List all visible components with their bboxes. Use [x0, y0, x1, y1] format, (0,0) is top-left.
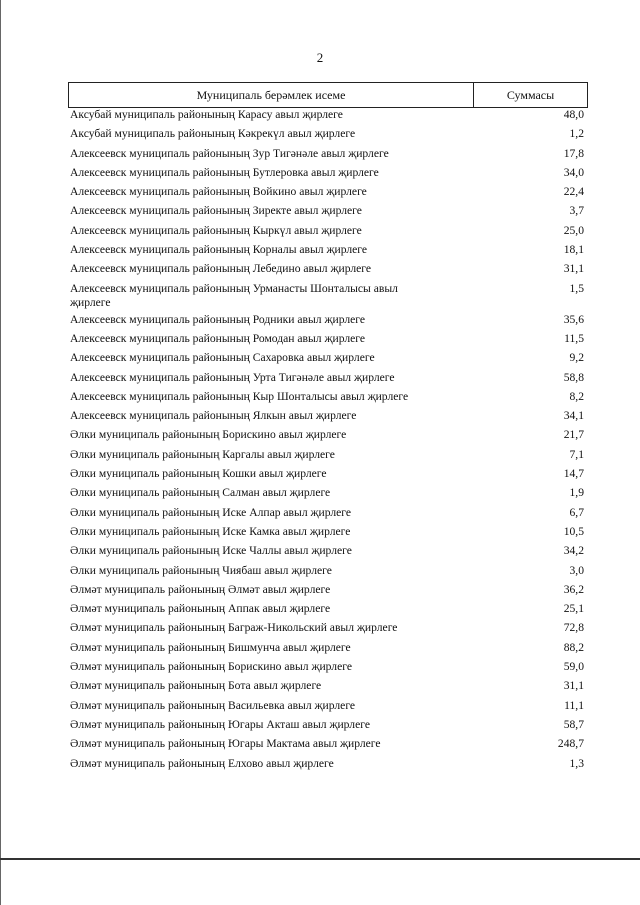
table-row	[70, 621, 586, 640]
table-header	[68, 82, 588, 108]
row-value: 35,6	[563, 312, 584, 326]
row-value: 248,7	[557, 737, 584, 751]
table-row	[70, 282, 586, 313]
row-name: Алексеевск муниципаль районының Ромодан авыл җирлеге	[70, 331, 366, 345]
table-row	[70, 147, 586, 166]
row-name: Алексеевск муниципаль районының Лебедино авыл җирлеге	[70, 262, 372, 276]
row-name: Аксубай муниципаль районының Кәкрекүл авыл җирлеге	[70, 127, 356, 141]
row-value: 8,2	[569, 389, 584, 403]
table-row	[70, 525, 586, 544]
row-name: Әлки муниципаль районының Чиябаш авыл җирлеге	[70, 563, 332, 577]
row-value: 25,1	[563, 602, 584, 616]
table-row	[70, 243, 586, 262]
row-name: Алексеевск муниципаль районының Войкино авыл җирлеге	[70, 185, 367, 199]
table-row	[70, 718, 586, 737]
table-row	[70, 737, 586, 756]
header-name-column: Муниципаль берәмлек исеме	[69, 83, 474, 107]
row-name: Әлки муниципаль районының Иске Камка авыл җирлеге	[70, 524, 351, 538]
table-row	[70, 544, 586, 563]
table-row	[70, 390, 586, 409]
row-name: Алексеевск муниципаль районының Зур Тигәнәле авыл җирлеге	[70, 146, 389, 160]
row-value: 72,8	[563, 621, 584, 635]
row-name: Әлмәт муниципаль районының Аппак авыл җирлеге	[70, 602, 331, 616]
row-name: Әлмәт муниципаль районының Баграж-Никольский авыл җирлеге	[70, 621, 398, 635]
row-value: 6,7	[569, 505, 584, 519]
row-value: 10,5	[563, 524, 584, 538]
table-row	[70, 166, 586, 185]
row-name: Әлки муниципаль районының Иске Чаллы авыл җирлеге	[70, 544, 352, 558]
table-row	[70, 583, 586, 602]
row-name: Алексеевск муниципаль районының Корналы авыл җирлеге	[70, 243, 368, 257]
row-name: Алексеевск муниципаль районының Зиректе авыл җирлеге	[70, 204, 362, 218]
table-row	[70, 757, 586, 776]
table-row	[70, 564, 586, 583]
row-value: 3,7	[569, 204, 584, 218]
row-name: Әлки муниципаль районының Салман авыл җирлеге	[70, 486, 331, 500]
row-name: Алексеевск муниципаль районының Урманасты Шонталысы авыл җирлеге	[70, 281, 398, 309]
row-value: 14,7	[563, 467, 584, 481]
table-row	[70, 127, 586, 146]
page-number: 2	[316, 50, 324, 65]
table-row	[70, 467, 586, 486]
row-name: Әлки муниципаль районының Борискино авыл җирлеге	[70, 428, 347, 442]
row-value: 36,2	[563, 582, 584, 596]
row-value: 21,7	[563, 428, 584, 442]
row-value: 48,0	[563, 108, 584, 121]
table-row	[70, 506, 586, 525]
row-value: 34,0	[563, 165, 584, 179]
row-name: Әлмәт муниципаль районының Борискино авыл җирлеге	[70, 660, 352, 674]
row-name: Әлмәт муниципаль районының Елхово авыл җирлеге	[70, 756, 334, 770]
row-value: 1,2	[569, 127, 584, 141]
row-value: 17,8	[563, 146, 584, 160]
row-value: 1,3	[569, 756, 584, 770]
row-name: Алексеевск муниципаль районының Родники авыл җирлеге	[70, 312, 366, 326]
row-name: Әлмәт муниципаль районының Әлмәт авыл җирлеге	[70, 582, 331, 596]
header-sum-column: Суммасы	[506, 87, 555, 102]
row-value: 7,1	[569, 447, 584, 461]
table-row	[70, 409, 586, 428]
row-name: Алексеевск муниципаль районының Кыр Шонталысы авыл җирлеге	[70, 389, 409, 403]
row-name: Әлмәт муниципаль районының Бота авыл җирлеге	[70, 679, 322, 693]
table-row	[70, 448, 586, 467]
table-row	[70, 602, 586, 621]
table-row	[70, 428, 586, 447]
row-value: 34,1	[563, 409, 584, 423]
scan-edge-bottom	[0, 858, 640, 860]
row-name: Аксубай муниципаль районының Карасу авыл җирлеге	[70, 108, 343, 121]
row-name: Әлмәт муниципаль районының Югары Акташ авыл җирлеге	[70, 717, 370, 731]
row-value: 34,2	[563, 544, 584, 558]
table-row	[70, 351, 586, 370]
row-value: 18,1	[563, 243, 584, 257]
row-value: 31,1	[563, 679, 584, 693]
row-value: 3,0	[569, 563, 584, 577]
table-body	[70, 108, 586, 776]
row-value: 58,7	[563, 717, 584, 731]
table-row	[70, 486, 586, 505]
table-row	[70, 204, 586, 223]
row-value: 11,1	[564, 698, 584, 712]
row-name: Алексеевск муниципаль районының Ялкын авыл җирлеге	[70, 409, 357, 423]
row-name: Әлмәт муниципаль районының Бишмунча авыл җирлеге	[70, 640, 351, 654]
table-row	[70, 332, 586, 351]
row-name: Әлки муниципаль районының Иске Алпар авыл җирлеге	[70, 505, 352, 519]
row-name: Әлмәт муниципаль районының Васильевка авыл җирлеге	[70, 698, 356, 712]
row-value: 59,0	[563, 660, 584, 674]
table-row	[70, 660, 586, 679]
table-row	[70, 699, 586, 718]
table-row	[70, 224, 586, 243]
row-name: Әлки муниципаль районының Кошки авыл җирлеге	[70, 467, 327, 481]
row-value: 1,5	[569, 281, 584, 295]
row-value: 22,4	[563, 185, 584, 199]
row-name: Алексеевск муниципаль районының Сахаровка авыл җирлеге	[70, 351, 375, 365]
row-name: Әлки муниципаль районының Каргалы авыл җирлеге	[70, 447, 335, 461]
row-value: 25,0	[563, 223, 584, 237]
row-value: 58,8	[563, 370, 584, 384]
scan-edge-left	[0, 0, 1, 905]
table-row	[70, 185, 586, 204]
table-row	[70, 371, 586, 390]
row-name: Әлмәт муниципаль районының Югары Мактама авыл җирлеге	[70, 737, 381, 751]
row-name: Алексеевск муниципаль районының Урта Тигәнәле авыл җирлеге	[70, 370, 395, 384]
row-name: Алексеевск муниципаль районының Бутлеровка авыл җирлеге	[70, 165, 379, 179]
table-row	[70, 108, 586, 127]
table-row	[70, 641, 586, 660]
row-name: Алексеевск муниципаль районының Кыркүл авыл җирлеге	[70, 223, 362, 237]
table-row	[70, 679, 586, 698]
row-value: 9,2	[569, 351, 584, 365]
table-row	[70, 262, 586, 281]
table-row	[70, 313, 586, 332]
row-value: 31,1	[563, 262, 584, 276]
row-value: 11,5	[564, 331, 584, 345]
row-value: 1,9	[569, 486, 584, 500]
row-value: 88,2	[563, 640, 584, 654]
